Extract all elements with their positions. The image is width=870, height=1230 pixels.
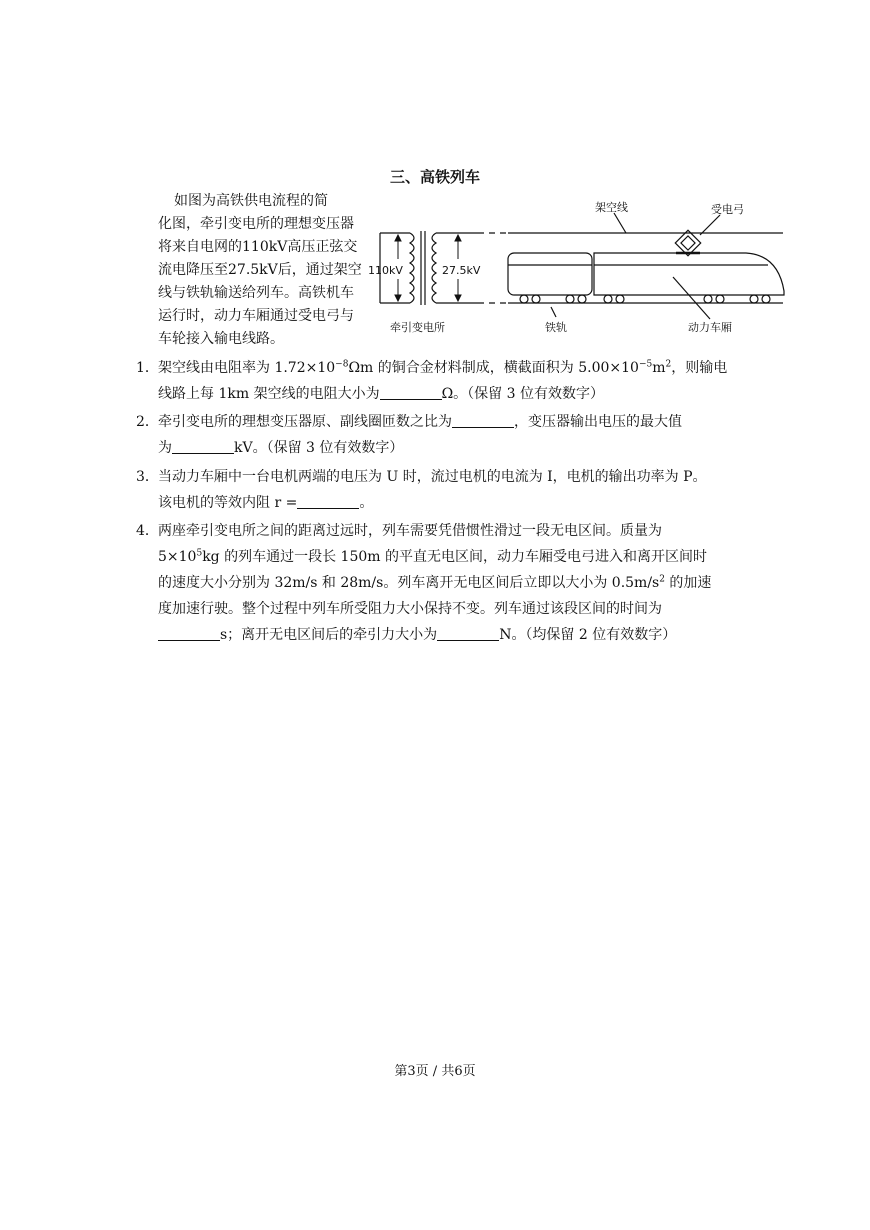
q2-text-b: ，变压器输出电压的最大值	[514, 414, 682, 430]
intro-line: 车轮接入输电线路。	[158, 331, 284, 347]
label-substation: 牵引变电所	[390, 321, 445, 334]
q4-line2-sup: 5	[196, 548, 203, 559]
label-pantograph: 受电弓	[711, 203, 744, 216]
intro-line: 流电降压至27.5kV后，通过架空	[158, 262, 362, 278]
label-rail: 铁轨	[545, 321, 567, 334]
q3-text: 当动力车厢中一台电机两端的电压为 U 时，流过电机的电流为 I，电机的输出功率为 P。	[158, 469, 707, 485]
label-27-5kv: 27.5kV	[442, 264, 481, 277]
intro-line: 化图，牵引变电所的理想变压器	[158, 216, 354, 232]
q4-line1: 两座牵引变电所之间的距离过远时，列车需要凭借惯性滑过一段无电区间。质量为	[158, 523, 662, 539]
question-3	[136, 464, 746, 516]
q1-sup-b: −5	[638, 359, 653, 370]
q4-line3-b: 的加速	[664, 575, 712, 591]
intro-line: 将来自电网的110kV高压正弦交	[158, 239, 358, 255]
q4-line3-sup: 2	[659, 574, 665, 585]
q4-line4: 度加速行驶。整个过程中列车所受阻力大小保持不变。列车通过该段区间的时间为	[158, 601, 662, 617]
q2-line2-a: 为	[158, 440, 172, 456]
answer-blank[interactable]	[380, 385, 442, 400]
intro-paragraph	[158, 190, 362, 351]
q1-sup-c: 2	[665, 359, 672, 370]
answer-blank[interactable]	[437, 626, 499, 641]
q1-text-d: ，则输电	[671, 360, 728, 376]
q3-line2-b: 。	[359, 495, 374, 511]
answer-blank[interactable]	[452, 413, 514, 428]
section-title: 三、高铁列车	[389, 168, 480, 186]
q1-text-c: m	[652, 360, 666, 376]
q4-line2-b: kg 的列车通过一段长 150m 的平直无电区间，动力车厢受电弓进入和离开区间时	[202, 549, 707, 565]
power-supply-diagram	[358, 195, 788, 345]
question-4	[136, 518, 746, 648]
intro-line: 如图为高铁供电流程的简	[174, 193, 328, 209]
q1-text-b: Ωm 的铜合金材料制成，横截面积为 5.00×10	[348, 360, 639, 376]
answer-blank[interactable]	[172, 439, 234, 454]
question-number: 1．	[136, 360, 159, 376]
label-power-car: 动力车厢	[688, 321, 732, 334]
q1-text-a: 架空线由电阻率为 1.72×10	[158, 360, 336, 376]
q1-line2-b: Ω。（保留 3 位有效数字）	[441, 386, 604, 402]
question-1	[136, 355, 746, 407]
q4-line2-a: 5×10	[158, 549, 197, 565]
question-number: 4．	[136, 523, 159, 539]
q1-line2-a: 线路上每 1km 架空线的电阻大小为	[158, 386, 380, 402]
label-110kv: 110kV	[368, 264, 403, 277]
label-overhead-line: 架空线	[595, 201, 628, 214]
intro-line: 线与铁轨输送给列车。高铁机车	[158, 285, 354, 301]
page-footer: 第3页 / 共6页	[394, 1064, 476, 1079]
primary-coil	[410, 233, 414, 303]
q3-line2-a: 该电机的等效内阻 r =	[158, 495, 298, 511]
question-number: 3．	[136, 469, 159, 485]
intro-line: 运行时，动力车厢通过受电弓与	[158, 308, 354, 324]
q4-line3: 的速度大小分别为 32m/s 和 28m/s。列车离开无电区间后立即以大小为 0.5m/s	[158, 575, 660, 591]
q4-line5-a: s；离开无电区间后的牵引力大小为	[220, 627, 438, 643]
secondary-coil	[432, 233, 436, 303]
trailing-car	[508, 253, 592, 295]
question-2	[136, 409, 746, 461]
answer-blank[interactable]	[158, 626, 220, 641]
answer-blank[interactable]	[297, 494, 359, 509]
q2-text-a: 牵引变电所的理想变压器原、副线圈匝数之比为	[158, 414, 452, 430]
power-car	[594, 253, 784, 295]
question-number: 2．	[136, 414, 159, 430]
q4-line5-b: N。（均保留 2 位有效数字）	[499, 627, 677, 643]
q2-line2-b: kV。（保留 3 位有效数字）	[234, 440, 404, 456]
q1-sup-a: −8	[335, 359, 349, 370]
wheels	[520, 295, 770, 303]
